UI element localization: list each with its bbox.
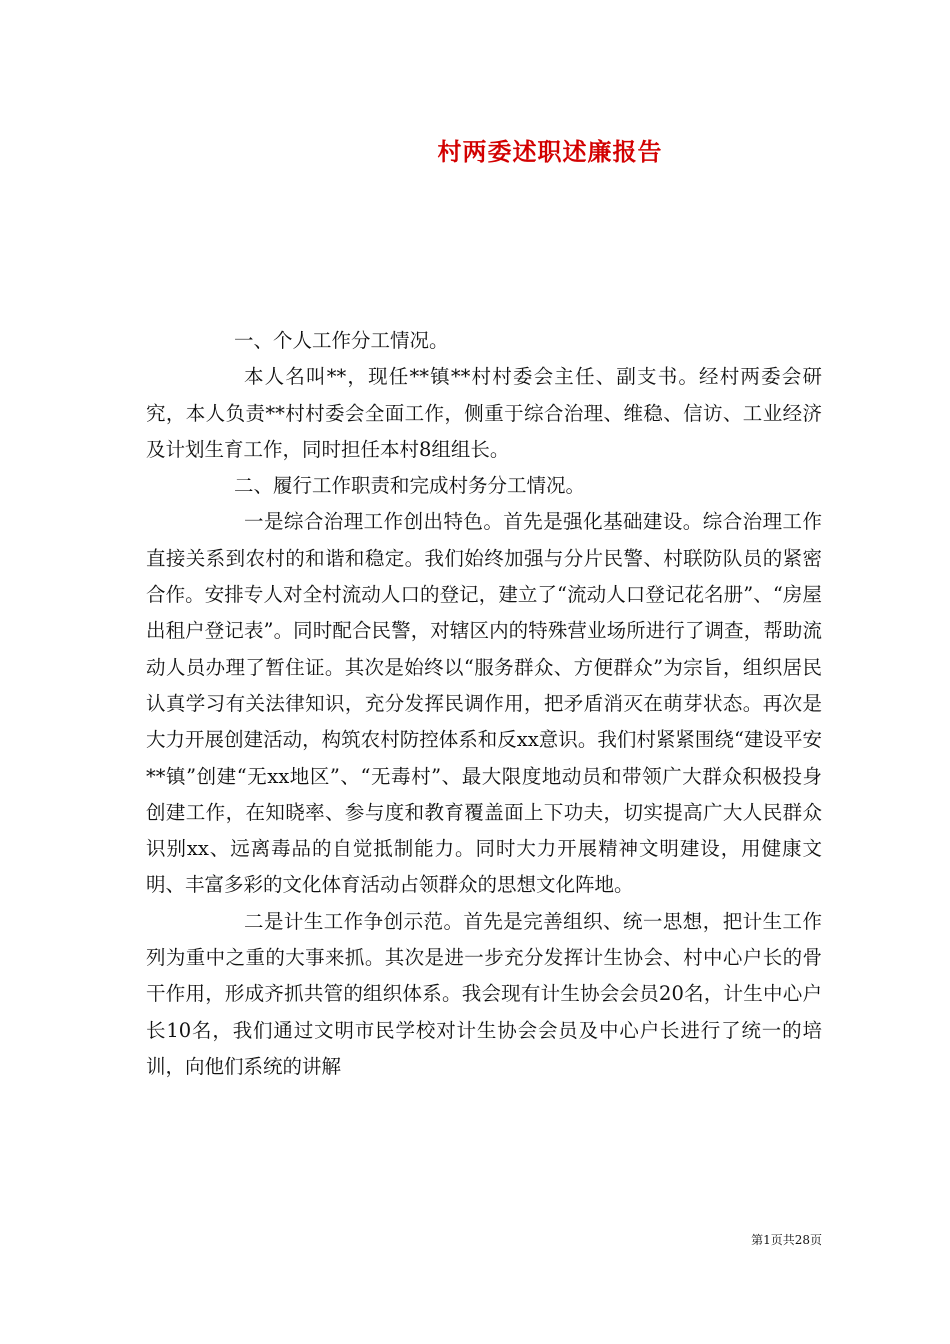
document-body	[146, 323, 822, 1085]
section-heading-1: 一、个人工作分工情况。	[234, 329, 449, 352]
paragraph-2: 一是综合治理工作创出特色。首先是强化基础建设。综合治理工作直接关系到农村的和谐和稳定。我们始终加强与分片民警、村联防队员的紧密合作。安排专人对全村流动人口的登记，建立了“流动人口登记花名册”、“房屋出租户登记表”。同时配合民警，对辖区内的特殊营业场所进行了调查，帮助流动人员办理了暂住证。其次是始终以“服务群众、方便群众”为宗旨，组织居民认真学习有关法律知识，充分发挥民调作用，把矛盾消灭在萌芽状态。再次是大力开展创建活动，构筑农村防控体系和反xx意识。我们村紧紧围绕“建设平安**镇”创建“无xx地区”、“无毒村”、最大限度地动员和带领广大群众积极投身创建工作，在知晓率、参与度和教育覆盖面上下功夫，切实提高广大人民群众识别xx、远离毒品的自觉抵制能力。同时大力开展精神文明建设，用健康文明、丰富多彩的文化体育活动占领群众的思想文化阵地。	[146, 510, 822, 897]
document-title: 村两委述职述廉报告	[437, 137, 663, 166]
paragraph-1: 本人名叫**，现任**镇**村村委会主任、副支书。经村两委会研究，本人负责**村村委会全面工作，侧重于综合治理、维稳、信访、工业经济及计划生育工作，同时担任本村8组组长。	[146, 365, 822, 461]
paragraph-3: 二是计生工作争创示范。首先是完善组织、统一思想，把计生工作列为重中之重的大事来抓。其次是进一步充分发挥计生协会、村中心户长的骨干作用，形成齐抓共管的组织体系。我会现有计生协会会员20名，计生中心户长10名，我们通过文明市民学校对计生协会会员及中心户长进行了统一的培训，向他们系统的讲解	[146, 909, 822, 1078]
page-number: 第1页共28页	[751, 1233, 822, 1247]
section-heading-2: 二、履行工作职责和完成村务分工情况。	[234, 474, 586, 498]
